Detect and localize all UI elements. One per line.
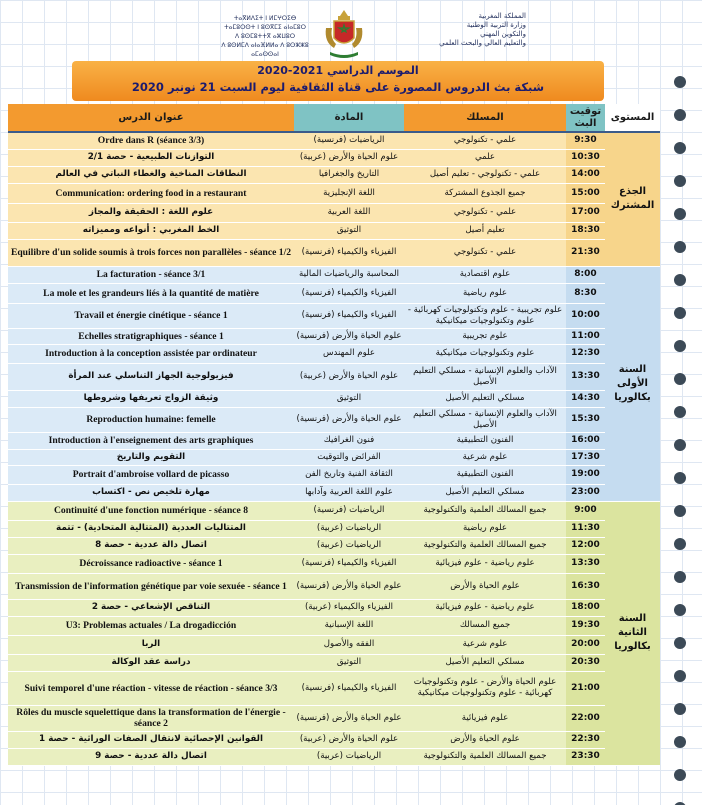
subject-cell: الفرائض والتوقيت xyxy=(294,449,404,465)
binder-hole-icon xyxy=(674,142,686,154)
table-row xyxy=(8,266,660,283)
track-cell: علمي - تكنولوجي xyxy=(404,203,566,222)
table-row xyxy=(8,537,660,554)
track-cell: علوم رياضية xyxy=(404,520,566,537)
time-cell: 16:00 xyxy=(566,432,605,449)
table-row xyxy=(8,239,660,266)
table-row xyxy=(8,283,660,303)
topic-cell: La mole et les grandeurs liés à la quantité de matière xyxy=(8,283,294,303)
track-cell: علوم الحياة والأرض xyxy=(404,573,566,599)
track-cell: علوم شرعية xyxy=(404,449,566,465)
topic-cell: Travail et énergie cinétique - séance 1 xyxy=(8,303,294,328)
time-cell: 12:30 xyxy=(566,344,605,363)
time-cell: 20:30 xyxy=(566,654,605,671)
subject-cell: الفيزياء والكيمياء (فرنسية) xyxy=(294,671,404,705)
binder-hole-icon xyxy=(674,340,686,352)
track-cell: علمي - تكنولوجي xyxy=(404,239,566,266)
binder-hole-icon xyxy=(674,76,686,88)
header-right-line: والتكوين المهني xyxy=(480,30,526,38)
time-cell: 13:30 xyxy=(566,363,605,390)
column-header-level: المستوى xyxy=(605,104,660,132)
header-right-line: وزارة التربية الوطنية xyxy=(466,21,526,29)
binder-hole-icon xyxy=(674,373,686,385)
table-row xyxy=(8,484,660,501)
topic-cell: فيزيولوجية الجهاز التناسلي عند المرأة xyxy=(8,363,294,390)
table-row xyxy=(8,635,660,654)
track-cell: علوم شرعية xyxy=(404,635,566,654)
binder-hole-icon xyxy=(674,274,686,286)
topic-cell: Reproduction humaine: femelle xyxy=(8,407,294,432)
track-cell: علوم رياضية xyxy=(404,283,566,303)
time-cell: 19:00 xyxy=(566,465,605,484)
subject-cell: اللغة الإنجليزية xyxy=(294,183,404,203)
track-cell: علمي xyxy=(404,149,566,166)
subject-cell: الرياضيات (عربية) xyxy=(294,748,404,765)
header-left-line: ⵜⴰⴳⵍⴷⵉⵜ ⵏ ⵍⵎⵖⵔⵉⴱ xyxy=(233,15,297,22)
track-cell: علوم فيزيائية xyxy=(404,705,566,731)
topic-cell: Portrait d'ambroise vollard de picasso xyxy=(8,465,294,484)
table-row xyxy=(8,166,660,183)
table-row xyxy=(8,432,660,449)
subject-cell: علوم الحياة والأرض (عربية) xyxy=(294,149,404,166)
time-cell: 21:30 xyxy=(566,239,605,266)
subject-cell: الفيزياء والكيمياء (فرنسية) xyxy=(294,239,404,266)
subject-cell: اللغة الإسبانية xyxy=(294,616,404,635)
track-cell: علوم تجريبية xyxy=(404,328,566,344)
time-cell: 10:30 xyxy=(566,149,605,166)
column-header-topic: عنوان الدرس xyxy=(8,104,294,132)
subject-cell: التوثيق xyxy=(294,390,404,407)
subject-cell: الرياضيات (فرنسية) xyxy=(294,132,404,149)
column-header-time: توقيت البث xyxy=(566,104,605,132)
table-row xyxy=(8,363,660,390)
topic-cell: U3: Problemas actuales / La drogadicción xyxy=(8,616,294,635)
topic-cell: التناقص الإشعاعي - حصة 2 xyxy=(8,599,294,616)
time-cell: 22:30 xyxy=(566,731,605,748)
time-cell: 12:00 xyxy=(566,537,605,554)
time-cell: 16:30 xyxy=(566,573,605,599)
topic-cell: Décroissance radioactive - séance 1 xyxy=(8,554,294,573)
subject-cell: فنون الغرافيك xyxy=(294,432,404,449)
topic-cell: Communication: ordering food in a restaurant xyxy=(8,183,294,203)
table-row xyxy=(8,149,660,166)
subject-cell: الفيزياء والكيمياء (فرنسية) xyxy=(294,303,404,328)
table-row xyxy=(8,449,660,465)
track-cell: علوم وتكنولوجيات ميكانيكية xyxy=(404,344,566,363)
schedule-title: شبكة بث الدروس المصورة على قناة الثقافية ليوم السبت 21 نونبر 2020 xyxy=(131,80,545,94)
schedule-table xyxy=(8,104,660,766)
table-row xyxy=(8,203,660,222)
header-left-line: ⵜⴰⵎⵓⵔⵙⵜ ⵏ ⵓⵙⴳⵎⵉ ⴰⵏⴰⵎⵓⵔ xyxy=(224,24,306,31)
table-row xyxy=(8,501,660,520)
table-row xyxy=(8,599,660,616)
table-row xyxy=(8,748,660,765)
topic-cell: Continuité d'une fonction numérique - séance 8 xyxy=(8,501,294,520)
subject-cell: علوم الحياة والأرض (فرنسية) xyxy=(294,407,404,432)
topic-cell: دراسة عقد الوكالة xyxy=(8,654,294,671)
track-cell: مسلكي التعليم الأصيل xyxy=(404,484,566,501)
time-cell: 18:30 xyxy=(566,222,605,239)
table-row xyxy=(8,671,660,705)
topic-cell: اتصال دالة عددية - حصة 8 xyxy=(8,537,294,554)
title-banner xyxy=(72,61,604,101)
track-cell: جميع المسالك العلمية والتكنولوجية xyxy=(404,748,566,765)
topic-cell: اتصال دالة عددية - حصة 9 xyxy=(8,748,294,765)
binder-hole-icon xyxy=(674,637,686,649)
ministry-header xyxy=(0,6,660,66)
header-right-line: المملكة المغربية xyxy=(478,12,526,20)
time-cell: 8:30 xyxy=(566,283,605,303)
subject-cell: الفيزياء والكيمياء (فرنسية) xyxy=(294,554,404,573)
subject-cell: التاريخ والجغرافيا xyxy=(294,166,404,183)
header-arabic-text xyxy=(376,12,526,48)
track-cell: علوم الحياة والأرض xyxy=(404,731,566,748)
topic-cell: الربا xyxy=(8,635,294,654)
school-year: الموسم الدراسي 2021-2020 xyxy=(257,64,419,77)
binder-hole-icon xyxy=(674,538,686,550)
topic-cell: Suivi temporel d'une réaction - vitesse de réaction - séance 3/3 xyxy=(8,671,294,705)
topic-cell: Introduction à la conception assistée par ordinateur xyxy=(8,344,294,363)
topic-cell: Transmission de l'information génétique par voie sexuée - séance 1 xyxy=(8,573,294,599)
subject-cell: علوم الحياة والأرض (عربية) xyxy=(294,731,404,748)
topic-cell: Introduction à l'enseignement des arts graphiques xyxy=(8,432,294,449)
table-row xyxy=(8,132,660,149)
time-cell: 17:30 xyxy=(566,449,605,465)
level-cell: السنة الثانية بكالوريا xyxy=(605,501,660,765)
time-cell: 11:30 xyxy=(566,520,605,537)
subject-cell: علوم الحياة والأرض (فرنسية) xyxy=(294,705,404,731)
column-header-track: المسلك xyxy=(404,104,566,132)
track-cell: الفنون التطبيقية xyxy=(404,432,566,449)
subject-cell: الفيزياء والكيمياء (فرنسية) xyxy=(294,283,404,303)
track-cell: علوم رياضية - علوم فيزيائية xyxy=(404,599,566,616)
subject-cell: علوم الحياة والأرض (فرنسية) xyxy=(294,573,404,599)
table-row xyxy=(8,390,660,407)
binder-hole-icon xyxy=(674,307,686,319)
time-cell: 13:30 xyxy=(566,554,605,573)
subject-cell: الفيزياء والكيمياء (عربية) xyxy=(294,599,404,616)
table-row xyxy=(8,303,660,328)
binder-hole-icon xyxy=(674,439,686,451)
header-tifinagh-text xyxy=(210,14,320,59)
column-header-subject: المادة xyxy=(294,104,404,132)
track-cell: مسلكي التعليم الأصيل xyxy=(404,654,566,671)
binder-hole-icon xyxy=(674,109,686,121)
binder-hole-icon xyxy=(674,472,686,484)
subject-cell: علوم المهندس xyxy=(294,344,404,363)
header-right-line: والتعليم العالي والبحث العلمي xyxy=(439,39,526,47)
time-cell: 14:30 xyxy=(566,390,605,407)
topic-cell: Echelles stratigraphiques - séance 1 xyxy=(8,328,294,344)
header-left-line: ⴷ ⵓⵙⵎⵓⵜⵜⴳ ⴰⵣⵡⵓⵔ xyxy=(234,33,296,40)
track-cell: تعليم أصيل xyxy=(404,222,566,239)
binder-hole-icon xyxy=(674,670,686,682)
topic-cell: التوازنات الطبيعية - حصة 2/1 xyxy=(8,149,294,166)
subject-cell: اللغة العربية xyxy=(294,203,404,222)
track-cell: علوم رياضية - علوم فيزيائية xyxy=(404,554,566,573)
time-cell: 9:00 xyxy=(566,501,605,520)
table-row xyxy=(8,520,660,537)
track-cell: الآداب والعلوم الإنسانية - مسلكي التعليم الأصيل xyxy=(404,363,566,390)
time-cell: 21:00 xyxy=(566,671,605,705)
table-row xyxy=(8,183,660,203)
track-cell: الآداب والعلوم الإنسانية - مسلكي التعليم الأصيل xyxy=(404,407,566,432)
time-cell: 14:00 xyxy=(566,166,605,183)
subject-cell: التوثيق xyxy=(294,222,404,239)
time-cell: 17:00 xyxy=(566,203,605,222)
level-cell: الجذع المشترك xyxy=(605,132,660,266)
binder-hole-icon xyxy=(674,769,686,781)
table-row xyxy=(8,554,660,573)
subject-cell: الرياضيات (فرنسية) xyxy=(294,501,404,520)
time-cell: 8:00 xyxy=(566,266,605,283)
time-cell: 9:30 xyxy=(566,132,605,149)
binder-hole-icon xyxy=(674,604,686,616)
level-cell: السنة الأولى بكالوريا xyxy=(605,266,660,501)
track-cell: علمي - تكنولوجي - تعليم أصيل xyxy=(404,166,566,183)
table-row xyxy=(8,344,660,363)
topic-cell: Equilibre d'un solide soumis à trois forces non parallèles - séance 1/2 xyxy=(8,239,294,266)
track-cell: علوم الحياة والأرض - علوم وتكنولوجيات كهربائية - علوم وتكنولوجيات ميكانيكية xyxy=(404,671,566,705)
topic-cell: Rôles du muscle squelettique dans la transformation de l'énergie - séance 2 xyxy=(8,705,294,731)
topic-cell: وثيقة الزواج تعريفها وشروطها xyxy=(8,390,294,407)
time-cell: 15:00 xyxy=(566,183,605,203)
table-row xyxy=(8,705,660,731)
track-cell: مسلكي التعليم الأصيل xyxy=(404,390,566,407)
binder-hole-icon xyxy=(674,736,686,748)
track-cell: الفنون التطبيقية xyxy=(404,465,566,484)
subject-cell: الرياضيات (عربية) xyxy=(294,537,404,554)
time-cell: 23:00 xyxy=(566,484,605,501)
subject-cell: علوم الحياة والأرض (عربية) xyxy=(294,363,404,390)
topic-cell: المتتاليات العددية (المتتالية المتحادية) - تتمة xyxy=(8,520,294,537)
binder-hole-icon xyxy=(674,703,686,715)
time-cell: 18:00 xyxy=(566,599,605,616)
table-row xyxy=(8,573,660,599)
topic-cell: Ordre dans R (séance 3/3) xyxy=(8,132,294,149)
track-cell: جميع المسالك العلمية والتكنولوجية xyxy=(404,501,566,520)
subject-cell: المحاسبة والرياضيات المالية xyxy=(294,266,404,283)
time-cell: 20:00 xyxy=(566,635,605,654)
time-cell: 11:00 xyxy=(566,328,605,344)
track-cell: علوم اقتصادية xyxy=(404,266,566,283)
binder-hole-icon xyxy=(674,241,686,253)
topic-cell: La facturation - séance 3/1 xyxy=(8,266,294,283)
subject-cell: علوم اللغة العربية وآدابها xyxy=(294,484,404,501)
table-row xyxy=(8,222,660,239)
table-row xyxy=(8,328,660,344)
time-cell: 10:00 xyxy=(566,303,605,328)
time-cell: 19:30 xyxy=(566,616,605,635)
subject-cell: التوثيق xyxy=(294,654,404,671)
binder-hole-icon xyxy=(674,406,686,418)
binder-hole-icon xyxy=(674,505,686,517)
header-left-line: ⴷ ⵓⵙⵍⵎⴷ ⴰⵏⴰⴼⵍⵍⴰ ⴷ ⵓⵔⵣⵣⵓ ⴰⵎⴰⵙⵙⴰⵏ xyxy=(221,42,309,58)
topic-cell: القوانين الإحصائية لانتقال الصفات الوراثية - حصة 1 xyxy=(8,731,294,748)
track-cell: علمي - تكنولوجي xyxy=(404,132,566,149)
binder-hole-icon xyxy=(674,571,686,583)
time-cell: 23:30 xyxy=(566,748,605,765)
time-cell: 15:30 xyxy=(566,407,605,432)
time-cell: 22:00 xyxy=(566,705,605,731)
track-cell: جميع المسالك xyxy=(404,616,566,635)
subject-cell: علوم الحياة والأرض (فرنسية) xyxy=(294,328,404,344)
table-row xyxy=(8,616,660,635)
subject-cell: الفقه والأصول xyxy=(294,635,404,654)
topic-cell: النطاقات المناخية والغطاء النباتي في العالم xyxy=(8,166,294,183)
table-row xyxy=(8,731,660,748)
track-cell: جميع الجذوع المشتركة xyxy=(404,183,566,203)
binder-hole-icon xyxy=(674,175,686,187)
topic-cell: علوم اللغة : الحقيقة والمجاز xyxy=(8,203,294,222)
coat-of-arms-icon xyxy=(322,8,366,60)
track-cell: علوم تجريبية - علوم وتكنولوجيات كهربائية - علوم وتكنولوجيات ميكانيكية xyxy=(404,303,566,328)
table-header-row xyxy=(8,104,660,132)
subject-cell: الرياضيات (عربية) xyxy=(294,520,404,537)
topic-cell: الخط المغربي : أنواعه ومميزاته xyxy=(8,222,294,239)
subject-cell: الثقافة الفنية وتاريخ الفن xyxy=(294,465,404,484)
table-row xyxy=(8,465,660,484)
table-row xyxy=(8,407,660,432)
track-cell: جميع المسالك العلمية والتكنولوجية xyxy=(404,537,566,554)
table-row xyxy=(8,654,660,671)
topic-cell: التقويم والتاريخ xyxy=(8,449,294,465)
topic-cell: مهارة تلخيص نص - اكتساب xyxy=(8,484,294,501)
notebook-holes xyxy=(674,0,688,805)
binder-hole-icon xyxy=(674,208,686,220)
